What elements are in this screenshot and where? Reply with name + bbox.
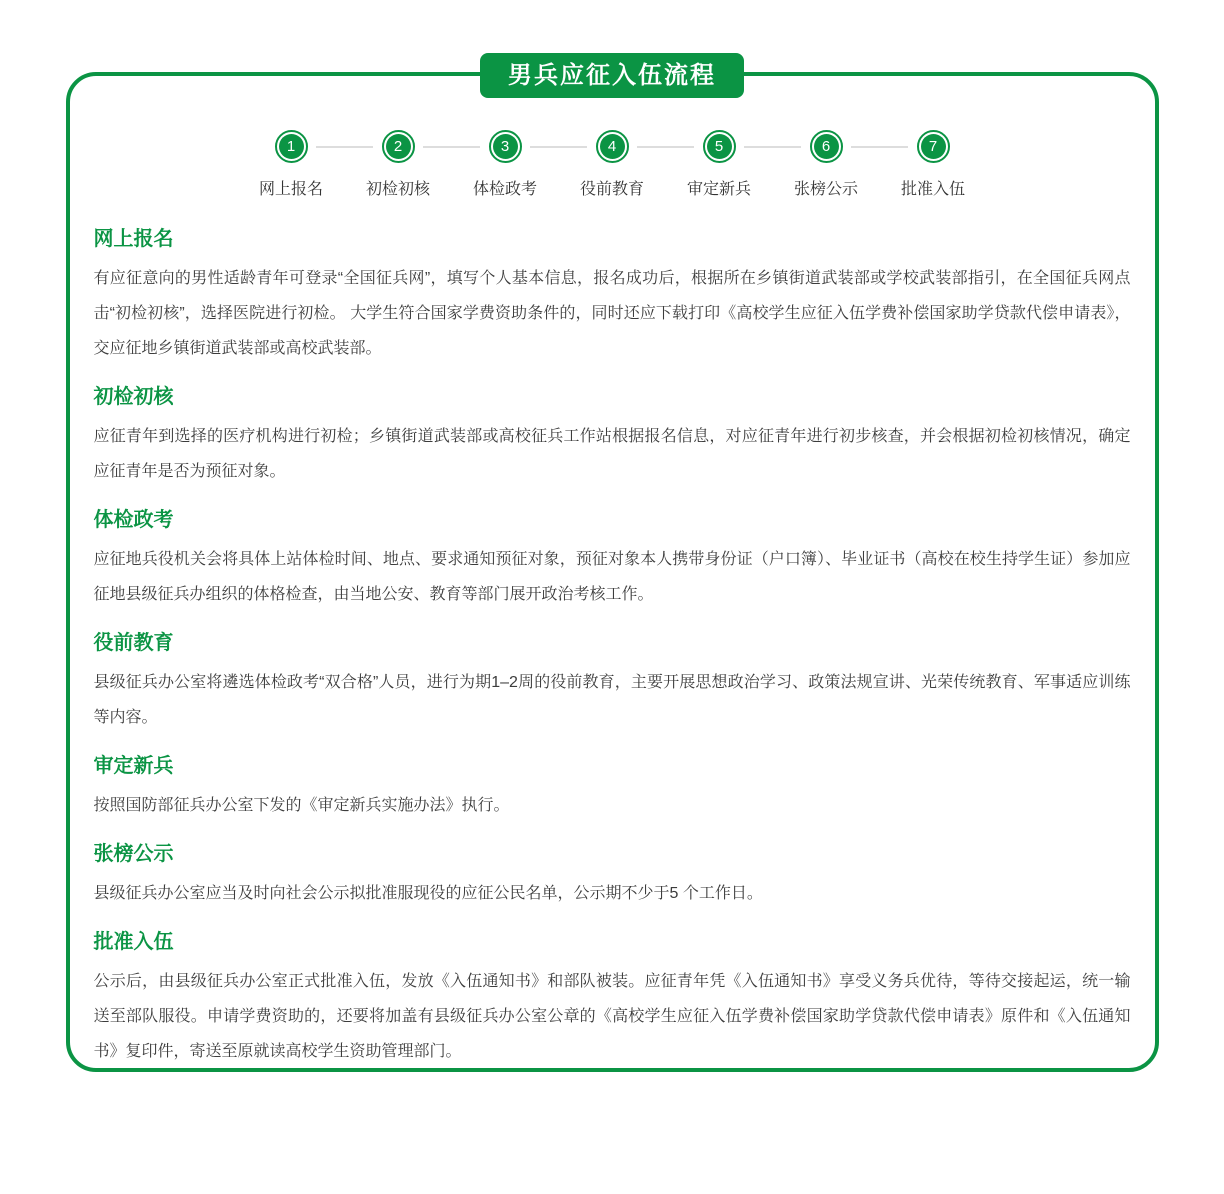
section-body: 县级征兵办公室将遴选体检政考“双合格”人员，进行为期1–2周的役前教育，主要开展思想政治学习、政策法规宣讲、光荣传统教育、军事适应训练等内容。 (93, 674, 1131, 726)
stepper-step (559, 130, 666, 199)
process-stepper (94, 130, 1131, 199)
step-circle-icon (596, 130, 629, 163)
step-label: 体检政考 (472, 181, 537, 198)
stepper-step (452, 130, 559, 199)
step-number: 4 (600, 134, 625, 159)
step-label: 役前教育 (579, 181, 644, 198)
stepper-step (666, 130, 773, 199)
step-number: 3 (493, 134, 518, 159)
step-circle-icon (489, 130, 522, 163)
title-banner (480, 53, 744, 98)
step-circle-icon (382, 130, 415, 163)
step-circle-icon (275, 130, 308, 163)
step-label: 审定新兵 (686, 181, 751, 198)
process-section (94, 840, 1131, 911)
step-label: 初检初核 (365, 181, 430, 198)
section-body: 公示后，由县级征兵办公室正式批准入伍，发放《入伍通知书》和部队被装。应征青年凭《入伍通知书》享受义务兵优待，等待交接起运，统一输送至部队服役。申请学费资助的，还要将加盖有县级征兵办公室公章的《高校学生应征入伍学费补偿国家助学贷款代偿申请表》原件和《入伍通知书》复印件，寄送至原就读高校学生资助管理部门。 (93, 973, 1131, 1060)
section-title: 张榜公示 (93, 843, 174, 865)
section-body: 按照国防部征兵办公室下发的《审定新兵实施办法》执行。 (93, 797, 510, 814)
section-body: 县级征兵办公室应当及时向社会公示拟批准服现役的应征公民名单，公示期不少于5 个工作日。 (93, 885, 763, 902)
section-body: 有应征意向的男性适龄青年可登录“全国征兵网”，填写个人基本信息，报名成功后，根据所在乡镇街道武装部或学校武装部指引，在全国征兵网点击“初检初核”，选择医院进行初检。 大学生符合国家学费资助条件的，同时还应下载打印《高校学生应征入伍学费补偿国家助学贷款代偿申请表》，交应征地乡镇街道武装部或高校武装部。 (93, 270, 1131, 357)
step-number: 2 (386, 134, 411, 159)
step-circle-icon (917, 130, 950, 163)
section-title: 初检初核 (93, 386, 174, 408)
process-card (66, 62, 1159, 1072)
process-section (94, 629, 1131, 735)
section-title: 体检政考 (93, 509, 174, 531)
process-section (94, 506, 1131, 612)
section-title: 审定新兵 (93, 755, 174, 777)
step-circle-icon (810, 130, 843, 163)
sections-container (94, 225, 1131, 1069)
section-title: 役前教育 (93, 632, 174, 654)
section-title: 批准入伍 (93, 931, 174, 953)
step-label: 张榜公示 (793, 181, 858, 198)
step-number: 5 (707, 134, 732, 159)
stepper-step (880, 130, 987, 199)
page-title: 男兵应征入伍流程 (508, 62, 716, 89)
stepper-step (773, 130, 880, 199)
stepper-step (238, 130, 345, 199)
stepper-step (345, 130, 452, 199)
process-section (94, 928, 1131, 1069)
step-number: 1 (279, 134, 304, 159)
process-section (94, 383, 1131, 489)
step-number: 6 (814, 134, 839, 159)
section-title: 网上报名 (93, 228, 174, 250)
step-label: 批准入伍 (900, 181, 965, 198)
step-number: 7 (921, 134, 946, 159)
section-body: 应征地兵役机关会将具体上站体检时间、地点、要求通知预征对象，预征对象本人携带身份证（户口簿）、毕业证书（高校在校生持学生证）参加应征地县级征兵办组织的体格检查，由当地公安、教育等部门展开政治考核工作。 (93, 551, 1131, 603)
section-body: 应征青年到选择的医疗机构进行初检；乡镇街道武装部或高校征兵工作站根据报名信息，对应征青年进行初步核查，并会根据初检初核情况，确定应征青年是否为预征对象。 (93, 428, 1131, 480)
step-circle-icon (703, 130, 736, 163)
process-section (94, 225, 1131, 366)
process-section (94, 752, 1131, 823)
step-label: 网上报名 (258, 181, 323, 198)
